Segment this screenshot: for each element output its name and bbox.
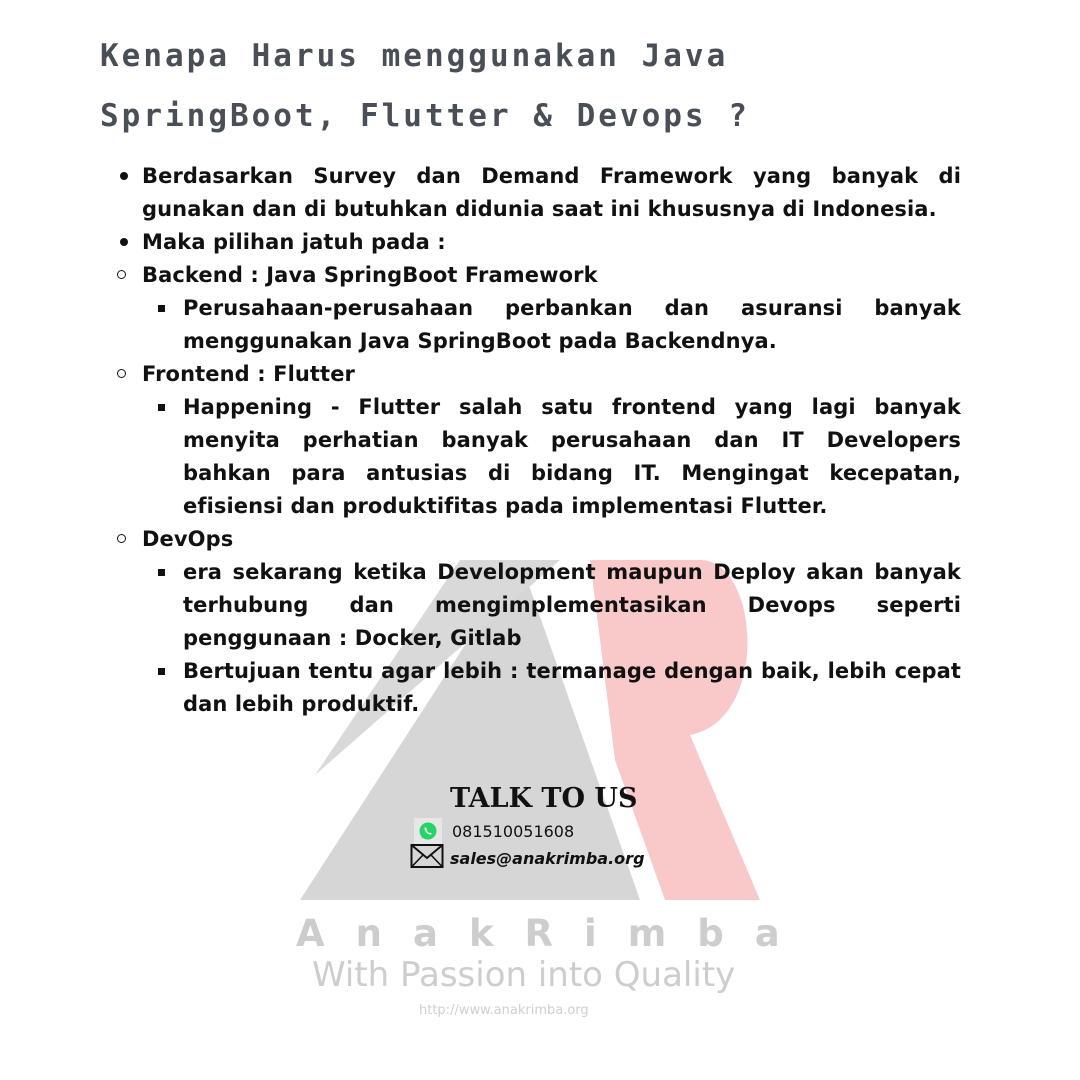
square-bullet [158,668,165,675]
list-item-backend [116,259,961,358]
square-bullet [158,569,165,576]
list-item-survey [116,160,961,226]
square-bullet [158,305,165,312]
list-item-frontend-detail [156,391,961,523]
frontend-details [156,391,961,523]
devops-heading: DevOps [142,527,234,551]
backend-details [156,292,961,358]
brand-url[interactable]: http://www.anakrimba.org [419,1003,589,1018]
list-item-choice [116,226,961,259]
list-item-devops [116,523,961,721]
square-bullet [158,404,165,411]
devops-detail-text-2: Bertujuan tentu agar lebih : termanage dengan baik, lebih cepat dan lebih produktif. [183,659,961,716]
brand-name: AnakRimba [296,912,811,955]
talk-to-us-heading: TALK TO US [450,783,638,814]
list-item-devops-detail-2 [156,655,961,721]
list-item-backend-detail [156,292,961,358]
circle-bullet [117,270,126,279]
envelope-icon [410,843,444,873]
title-line-2: SpringBoot, Flutter & Devops ? [100,98,750,134]
list-item-devops-detail-1 [156,556,961,655]
choice-text: Maka pilihan jatuh pada : [142,230,446,254]
backend-heading: Backend : Java SpringBoot Framework [142,263,598,287]
list-item-frontend [116,358,961,523]
circle-bullet [117,534,126,543]
circle-bullet [117,369,126,378]
backend-detail-text: Perusahaan-perusahaan perbankan dan asuransi banyak menggunakan Java SpringBoot pada Backendnya. [183,296,961,353]
top-level-list [116,160,961,259]
frontend-detail-text: Happening - Flutter salah satu frontend yang lagi banyak menyita perhatian banyak perusahaan dan IT Developers bahkan para antusias di bidang IT. Mengingat kecepatan, efisiensi dan produktifitas pada implementasi Flutter. [183,395,961,518]
phone-contact[interactable] [414,818,574,844]
frontend-heading: Frontend : Flutter [142,362,355,386]
email-contact[interactable] [410,843,645,873]
phone-number: 081510051608 [452,821,575,841]
disc-bullet [120,172,128,180]
brand-tagline: With Passion into Quality [312,955,736,995]
main-content [116,160,961,721]
title-line-1: Kenapa Harus menggunakan Java [100,38,729,74]
page-title [100,26,1000,146]
choices-list [116,259,961,721]
email-address: sales@anakrimba.org [450,848,645,868]
whatsapp-icon [414,818,442,844]
survey-text: Berdasarkan Survey dan Demand Framework yang banyak di gunakan dan di butuhkan didunia saat ini khususnya di Indonesia. [142,164,961,221]
disc-bullet [120,238,128,246]
devops-detail-text-1: era sekarang ketika Development maupun Deploy akan banyak terhubung dan mengimplementasikan Devops seperti penggunaan : Docker, Gitlab [183,560,961,650]
devops-details [156,556,961,721]
